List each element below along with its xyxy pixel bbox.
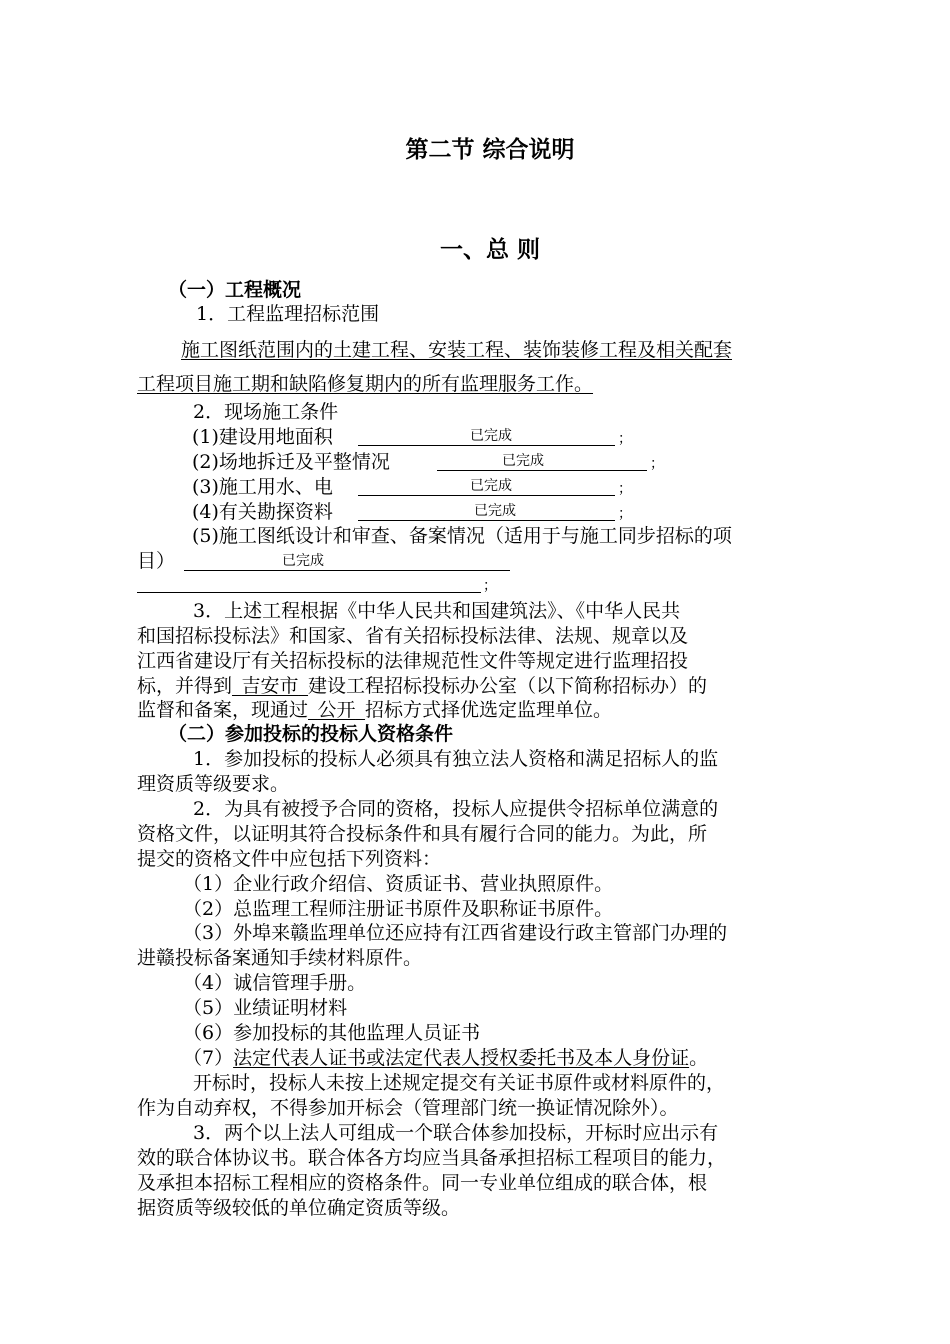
p2-line-3: 提交的资格文件中应包括下列资料： — [137, 848, 442, 870]
part2-heading: （二）参加投标的投标人资格条件 — [168, 723, 454, 745]
p2-line-1: 2．为具有被授予合同的资格，投标人应提供令招标单位满意的 — [193, 798, 719, 820]
doc-item-7-prefix: （7） — [183, 1047, 234, 1069]
doc-item-4: （4）诚信管理手册。 — [183, 972, 367, 994]
condition-5-field-continued — [137, 574, 481, 593]
chapter-title: 一、总 则 — [439, 236, 540, 263]
scope-line-1: 施工图纸范围内的土建工程、安装工程、装饰装修工程及相关配套 — [181, 339, 733, 361]
doc-item-6: （6）参加投标的其他监理人员证书 — [183, 1022, 481, 1044]
p1-line-2: 理资质等级要求。 — [137, 773, 290, 795]
condition-5-prefix: 目） — [137, 550, 176, 572]
condition-4-end: ； — [618, 506, 632, 522]
condition-2-field — [437, 452, 647, 471]
item3-line-3: 江西省建设厅有关招标投标的法律规范性文件等规定进行监理招投 — [137, 650, 689, 672]
condition-5-field — [184, 552, 510, 571]
p3-line-3: 及承担本招标工程相应的资格条件。同一专业单位组成的联合体，根 — [137, 1172, 708, 1194]
condition-2-end: ； — [650, 456, 664, 472]
item2-title: 2．现场施工条件 — [193, 401, 339, 423]
item3-line-4 — [137, 674, 707, 698]
scope-line-2: 工程项目施工期和缺陷修复期内的所有监理服务工作。 — [137, 373, 594, 395]
item3-line-5-end: 招标方式择优选定监理单位。 — [365, 699, 613, 721]
doc-item-7-text: 法定代表人证书或法定代表人授权委托书及本人身份证 — [233, 1047, 690, 1069]
doc-item-2: （2）总监理工程师注册证书原件及职称证书原件。 — [183, 898, 614, 920]
p3-line-1: 3．两个以上法人可组成一个联合体参加投标，开标时应出示有 — [193, 1122, 719, 1144]
item3-line-2: 和国招标投标法》和国家、省有关招标投标法律、法规、规章以及 — [137, 625, 689, 647]
item1-title: 1．工程监理招标范围 — [196, 303, 380, 325]
condition-3-end: ； — [618, 481, 632, 497]
doc-item-1: （1）企业行政介绍信、资质证书、营业执照原件。 — [183, 873, 614, 895]
condition-5-line-1: (5)施工图纸设计和审查、备案情况（适用于与施工同步招标的项 — [192, 525, 732, 547]
doc-item-3-line-2: 进赣投标备案通知手续材料原件。 — [137, 947, 423, 969]
condition-2-value: 已完成 — [502, 453, 544, 469]
doc-item-7-end: 。 — [689, 1047, 709, 1069]
doc-item-5: （5）业绩证明材料 — [183, 997, 348, 1019]
condition-4-value: 已完成 — [474, 503, 516, 519]
p3-line-2: 效的联合体协议书。联合体各方均应当具备承担招标工程项目的能力， — [137, 1147, 727, 1169]
item3-line-5 — [137, 698, 612, 722]
tender-method: 公开 — [317, 699, 356, 721]
condition-4-label: (4)有关勘探资料 — [192, 501, 333, 523]
condition-1-label: (1)建设用地面积 — [192, 426, 333, 448]
item3-line-4-end: 建设工程招标投标办公室（以下简称招标办）的 — [308, 675, 708, 697]
condition-3-field — [358, 477, 615, 496]
note-line-1: 开标时，投标人未按上述规定提交有关证书原件或材料原件的， — [193, 1072, 726, 1094]
condition-4-field — [358, 502, 615, 521]
p2-line-2: 资格文件，以证明其符合投标条件和具有履行合同的能力。为此，所 — [137, 823, 708, 845]
condition-3-value: 已完成 — [470, 478, 512, 494]
item3-line-4-start: 标，并得到 — [137, 675, 233, 697]
item3-line-5-start: 监督和备案，现通过 — [137, 699, 309, 721]
part1-heading: （一）工程概况 — [168, 279, 302, 301]
condition-1-value: 已完成 — [470, 428, 512, 444]
item3-line-1: 3．上述工程根据《中华人民共和国建筑法》、《中华人民共 — [193, 600, 681, 622]
condition-1-field — [358, 427, 615, 446]
condition-2-label: (2)场地拆迁及平整情况 — [192, 451, 390, 473]
condition-5-end: ； — [483, 578, 497, 594]
p3-line-4: 据资质等级较低的单位确定资质等级。 — [137, 1197, 461, 1219]
doc-item-3-line-1: （3）外埠来赣监理单位还应持有江西省建设行政主管部门办理的 — [183, 922, 728, 944]
doc-item-7 — [183, 1046, 708, 1070]
note-line-2: 作为自动弃权，不得参加开标会（管理部门统一换证情况除外）。 — [137, 1097, 679, 1119]
condition-5-value: 已完成 — [282, 553, 324, 569]
p1-line-1: 1．参加投标的投标人必须具有独立法人资格和满足招标人的监 — [193, 748, 719, 770]
section-title: 第二节 综合说明 — [405, 136, 575, 163]
condition-1-end: ； — [618, 431, 632, 447]
condition-3-label: (3)施工用水、电 — [192, 476, 333, 498]
city-name: 吉安市 — [241, 675, 299, 697]
